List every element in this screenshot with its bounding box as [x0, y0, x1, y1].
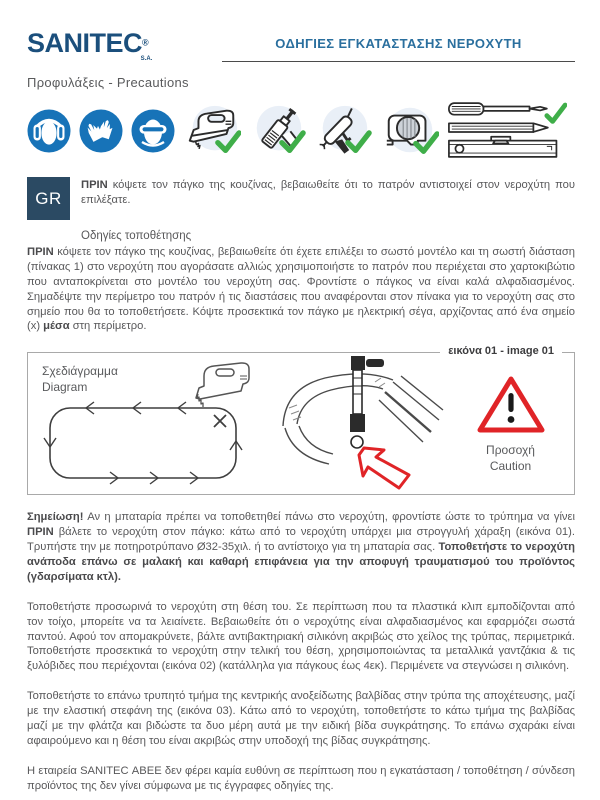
sanitec-logo [27, 24, 222, 62]
warning-triangle-icon [475, 373, 547, 437]
gr-language-badge: GR [27, 177, 70, 220]
sink-fixing-drawing [267, 356, 447, 492]
gr-section [27, 177, 575, 220]
diagram-caption: Σχεδιάγραμμα Diagram [42, 364, 118, 394]
tape-measure-icon [381, 102, 439, 160]
protective-gloves-icon [79, 109, 123, 153]
header [27, 24, 575, 62]
ear-protection-icon [27, 109, 71, 153]
drill-icon [249, 102, 307, 160]
paragraph-cutting: ΠΡΙΝ κόψετε τον πάγκο της κουζίνας, βεβαιωθείτε ότι έχετε επιλέξει το σωστό μοντέλο και τη σωστή διάσταση (πίνακας 1) στο νεροχύτη που αγοράσατε αλλιώς χρησιμοποιήστε το πατρόν που περιέχεται στο χαρτοκιβώτιο που ανταποκρίνεται στο μοντέλο του νεροχύτη σας. Φροντίστε ο πάγκος να είναι καλά αλφαδιασμένος. Σημαδέψτε την περίμετρο του πατρόν ή τις διαστάσεις που αναφέρονται στον πίνακα για το νεροχύτη σας στο σημείο που θα το τοποθετήσετε. Κόψτε προσεκτικά τον πάγκο με ηλεκτρική σέγα, αρχίζοντας από ένα σημείο (x) μέσα στη περίμετρο. [27, 246, 575, 333]
screwdriver-pencil-level-icon [447, 100, 567, 162]
installation-heading: Οδηγίες τοποθέτησης [81, 230, 192, 242]
logo-sa: S.A. [140, 56, 153, 62]
figure-01-box [27, 345, 575, 495]
paragraph-note: Σημείωση! Αν η μπαταρία πρέπει να τοποθετηθεί πάνω στο νεροχύτη, φροντίστε ώστε το τρύπημα να γίνει ΠΡΙΝ βάλετε το νεροχύτη στον πάγκο: κάτω από το νεροχύτη υπάρχει μια στρογγυλή χάραξη (εικόνα 01). Τρυπήστε την με ποτηροτρύπανο Ø32-35χιλ. ή το αντίστοιχο για τη μπαταρία σας. Τοποθετήστε το νεροχύτη ανάποδα επάνω σε μαλακή και καθαρή επιφάνεια για την αποφυγή τραυματισμού του προϊόντος (γδαρσίματα κτλ). [27, 511, 575, 583]
registered-mark: ® [142, 37, 149, 48]
caution-sign [447, 373, 574, 474]
title-rule [222, 24, 575, 62]
jigsaw-icon [183, 102, 241, 160]
caulk-gun-icon [315, 102, 373, 160]
caution-caption: Προσοχή Caution [486, 443, 535, 473]
figure-label: εικόνα 01 - image 01 [440, 345, 562, 357]
precautions-label: Προφυλάξεις - Precautions [27, 75, 189, 90]
paragraph-valve: Τοποθετήστε το επάνω τρυπητό τμήμα της κεντρικής ανοξείδωτης βαλβίδας στην τρύπα της αποχέτευσης, μαζί με την ελαστική στεφάνη της (εικόνα 03). Κάτω από το νεροχύτη, τοποθετήστε το κάτω τμήμα της βαλβίδας μαζί με την φλάτζα και βιδώστε τα δυο μέρη αυτά με την ειδική βίδα συγκράτησης. Το επάνω σχαράκι είναι αφαιρούμενο και η θέση του είναι ακριβώς στην υποδοχή της βίδας συγκράτησης. [27, 690, 575, 747]
gr-note-text: ΠΡΙΝ κόψετε τον πάγκο της κουζίνας, βεβαιωθείτε ότι το πατρόν αντιστοιχεί στον νεροχύτη που επιλέξατε. [81, 179, 575, 206]
paragraph-fitting: Τοποθετήστε προσωρινά το νεροχύτη στη θέση του. Σε περίπτωση που τα πλαστικά κλιπ εμποδίζονται από τον τοίχο, μπορείτε να τα λειαίνετε. Βεβαιωθείτε ότι ο νεροχύτης είναι αλφαδιασμένος και εφαρμόζει σωστά παντού. Αφού τον απομακρύνετε, βάλτε αντιβακτηριακή σιλικόνη ακριβώς στο χείλος της τρύπας, περιμετρικά. Τοποθετήστε προσεκτικά το νεροχύτη στην τελική του θέση, χρησιμοποιώντας τα μεταλλικά γαντζάκια & τις ξυλόβιδες που περιέχονται (εικόνα 02) (κατάλληλα για πάγκους έως 4εκ). Περιμένετε να στεγνώσει η σιλικόνη. [27, 600, 575, 673]
page-title: ΟΔΗΓΙΕΣ ΕΓΚΑΤΑΣΤΑΣΗΣ ΝΕΡΟΧΥΤΗ [275, 36, 522, 51]
safety-icons-row [27, 99, 575, 163]
liability-disclaimer: Η εταιρεία SANITEC ΑΒΕΕ δεν φέρει καμία ευθύνη σε περίπτωση που η εγκατάσταση / τοποθέτηση / σύνδεση προϊόντος της δεν γίνει σύμφωνα με τις έγγραφες οδηγίες της. [27, 764, 575, 792]
red-arrow [359, 448, 409, 488]
logo-text: SANITEC [27, 28, 143, 58]
face-shield-icon [131, 109, 175, 153]
